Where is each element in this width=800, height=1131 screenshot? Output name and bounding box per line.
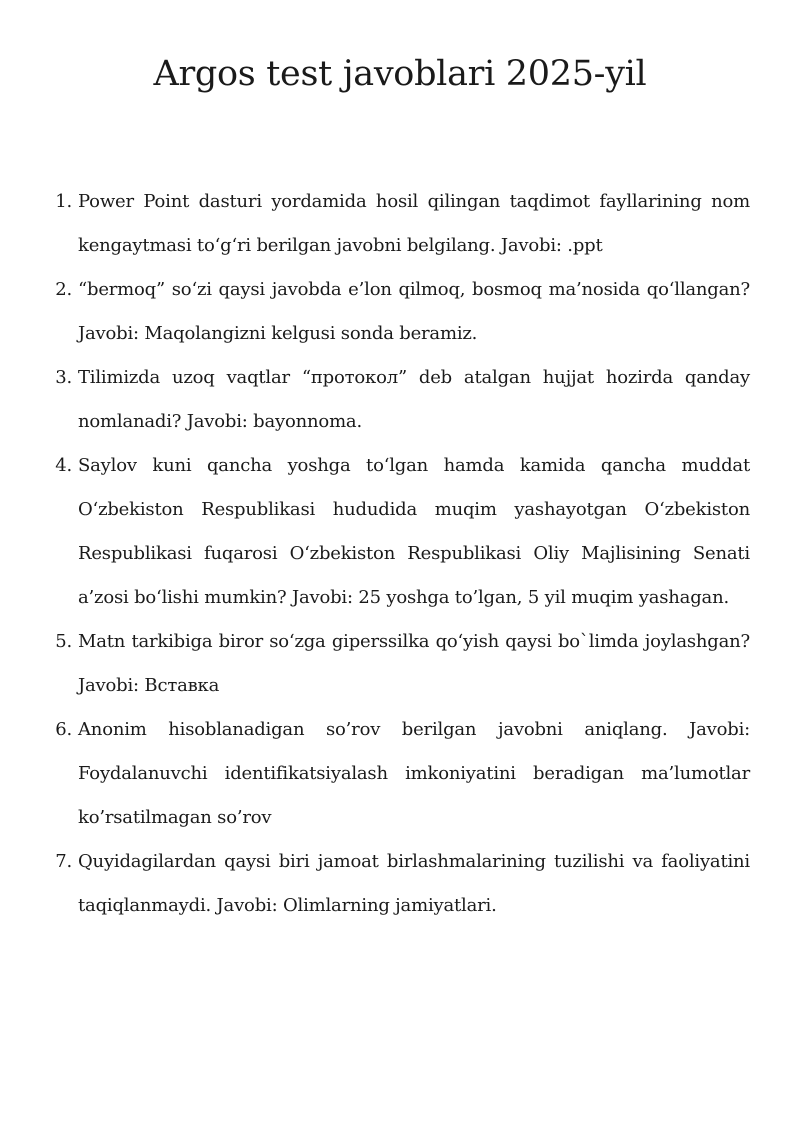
- list-item: [55, 268, 750, 356]
- item-number: 2.: [55, 279, 72, 300]
- list-item: [55, 444, 750, 620]
- list-item: [55, 620, 750, 708]
- item-text: Saylov kuni qancha yoshga to‘lgan hamda kamida qancha muddat O‘zbekiston Respublikasi hududida muqim yashayotgan O‘zbekiston Respublikasi fuqarosi O‘zbekiston Respublikasi Oliy Majlisining Senati a’zosi bo‘lishi mumkin? Javobi: 25 yoshga to’lgan, 5 yil muqim yashagan.: [78, 455, 750, 608]
- item-number: 4.: [55, 455, 72, 476]
- item-text: Power Point dasturi yordamida hosil qilingan taqdimot fayllarining nom kengaytmasi to‘g‘ri berilgan javobni belgilang. Javobi: .ppt: [78, 191, 750, 256]
- list-item: [55, 840, 750, 928]
- item-number: 6.: [55, 719, 72, 740]
- question-list: [0, 180, 800, 928]
- page-title: Argos test javoblari 2025-yil: [153, 54, 647, 94]
- item-text: Anonim hisoblanadigan so’rov berilgan javobni aniqlang. Javobi: Foydalanuvchi identifikatsiyalash imkoniyatini beradigan ma’lumotlar ko’rsatilmagan so’rov: [78, 719, 750, 828]
- item-number: 5.: [55, 631, 72, 652]
- item-number: 3.: [55, 367, 72, 388]
- item-number: 7.: [55, 851, 72, 872]
- list-item: [55, 356, 750, 444]
- item-text: Quyidagilardan qaysi biri jamoat birlashmalarining tuzilishi va faoliyatini taqiqlanmaydi. Javobi: Olimlarning jamiyatlari.: [78, 851, 750, 916]
- item-text: Tilimizda uzoq vaqtlar “протокол” deb atalgan hujjat hozirda qanday nomlanadi? Javobi: bayonnoma.: [78, 367, 750, 432]
- list-item: [55, 180, 750, 268]
- item-text: “bermoq” so‘zi qaysi javobda e’lon qilmoq, bosmoq ma’nosida qo‘llangan? Javobi: Maqolangizni kelgusi sonda beramiz.: [78, 279, 750, 344]
- item-text: Matn tarkibiga biror so‘zga giperssilka qo‘yish qaysi bo`limda joylashgan? Javobi: Вставка: [78, 631, 750, 696]
- list-item: [55, 708, 750, 840]
- item-number: 1.: [55, 191, 72, 212]
